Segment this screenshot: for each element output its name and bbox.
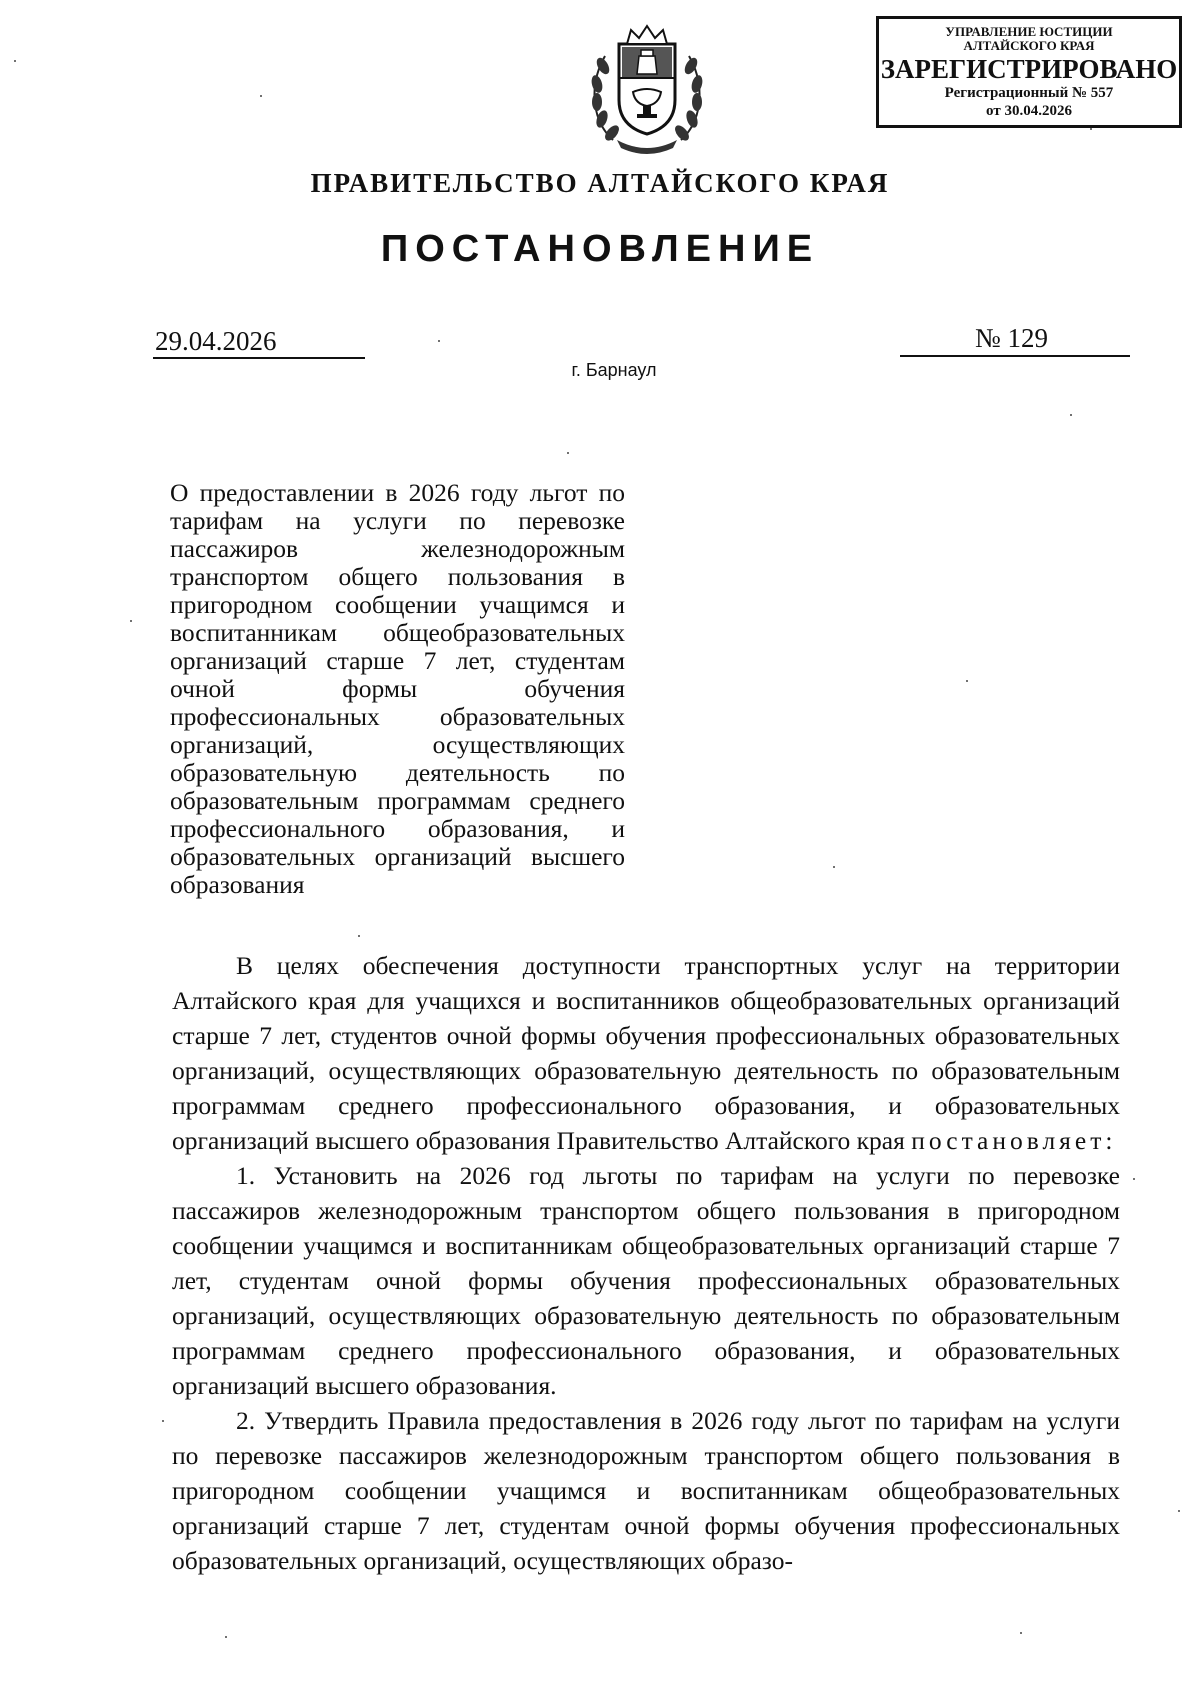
item-2-paragraph: 2. Утвердить Правила предоставления в 2026 году льгот по тарифам на услуги по перевозке пассажиров железнодорожным транспортом общего пользования в пригородном сообщении учащимся и воспитанникам общеобразовательных организаций старше 7 лет, студентам очной формы обучения профессиональных образовательных организаций, осуществляющих образо- (172, 1406, 1120, 1575)
stamp-status: ЗАРЕГИСТРИРОВАНО (880, 54, 1178, 84)
registration-stamp (876, 16, 1182, 128)
item-1-paragraph: 1. Установить на 2026 год льготы по тарифам на услуги по перевозке пассажиров железнодорожным транспортом общего пользования в пригородном сообщении учащимся и воспитанникам общеобразовательных организаций старше 7 лет, студентам очной формы обучения профессиональных образовательных организаций, осуществляющих образовательную деятельность по образовательным программам среднего профессионального образования, и образовательных организаций высшего образования. (172, 1161, 1120, 1400)
preamble-text: В целях обеспечения доступности транспортных услуг на территории Алтайского края для учащихся и воспитанников общеобразовательных организаций старше 7 лет, студентов очной формы обучения профессиональных образовательных организаций, осуществляющих образовательную деятельность по образовательным программам среднего профессионального образования, и образовательных организаций высшего образования Правительство Алтайского края (172, 951, 1120, 1155)
issuing-authority: ПРАВИТЕЛЬСТВО АЛТАЙСКОГО КРАЯ (310, 168, 890, 198)
document-date: 29.04.2026 (155, 326, 277, 356)
scan-speck (1178, 1510, 1180, 1512)
number-underline (900, 355, 1130, 357)
scan-speck (260, 95, 262, 97)
scan-speck (358, 935, 360, 937)
scan-speck (14, 60, 16, 62)
scan-speck (162, 1420, 164, 1422)
date-underline (153, 357, 365, 359)
scan-speck (966, 680, 968, 682)
document-title: О предоставлении в 2026 году льгот по тарифам на услуги по перевозке пассажиров железнодорожным транспортом общего пользования в пригородном сообщении учащимся и воспитанникам общеобразовательных организаций старше 7 лет, студентам очной формы обучения профессиональных образовательных организаций, осуществляющих образовательную деятельность по образовательным программам среднего профессионального образования, и образовательных организаций высшего образования (170, 478, 625, 899)
stamp-authority-line2: АЛТАЙСКОГО КРАЯ (963, 38, 1095, 53)
coat-of-arms-icon (583, 22, 711, 156)
scan-speck (1133, 1178, 1135, 1180)
stamp-reg-number: Регистрационный № 557 (944, 85, 1114, 101)
document-city: г. Барнаул (571, 360, 657, 380)
document-number: № 129 (975, 323, 1049, 353)
preamble-paragraph (172, 948, 1120, 1158)
scan-speck (438, 340, 440, 342)
scan-speck (1090, 128, 1092, 130)
scan-speck (225, 1636, 227, 1638)
scan-speck (1020, 1632, 1022, 1634)
stamp-authority-line1: УПРАВЛЕНИЕ ЮСТИЦИИ (945, 24, 1113, 39)
resolves-word: постановляет: (911, 1126, 1117, 1155)
document-type: ПОСТАНОВЛЕНИЕ (380, 228, 820, 270)
document-body (172, 948, 1120, 1578)
scan-speck (1070, 414, 1072, 416)
scan-speck (130, 620, 132, 622)
stamp-reg-date: от 30.04.2026 (986, 103, 1072, 119)
scan-speck (567, 452, 569, 454)
scan-speck (833, 866, 835, 868)
